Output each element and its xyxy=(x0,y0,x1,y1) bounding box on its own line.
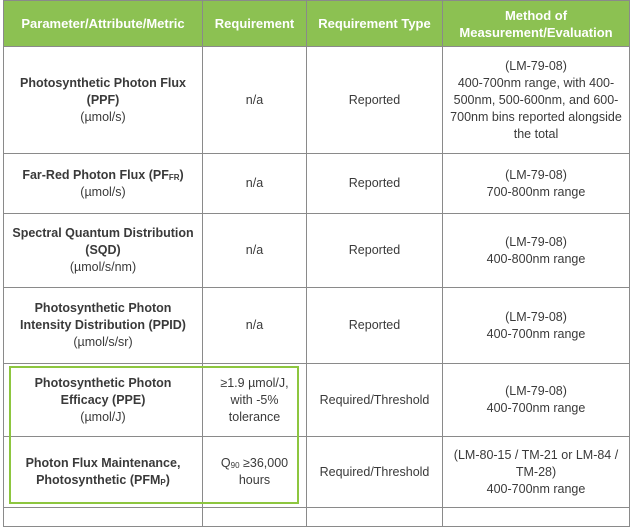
method-standard: (LM-79-08) xyxy=(505,167,567,182)
method-range: 400-700nm range xyxy=(486,401,586,415)
requirement-cell: $Q_{90} \ge 36,000$ hours xyxy=(203,437,307,508)
requirement-type-cell: Required/Threshold xyxy=(307,364,443,437)
parameter-unit: (µmol/s) xyxy=(80,109,126,124)
method-range: 400-700nm range, with 400-500nm, 500-600nm, and 600-700nm bins reported alongside the total xyxy=(450,75,622,141)
parameter-cell xyxy=(4,288,203,364)
method-cell xyxy=(443,364,630,437)
method-cell xyxy=(443,214,630,288)
method-cell xyxy=(443,47,630,154)
parameter-unit: (µmol/s) xyxy=(80,184,126,199)
parameter-name: Photosynthetic Photon Intensity Distribution (PPID) xyxy=(20,301,186,332)
parameter-name: Photosynthetic Photon Flux (PPF) xyxy=(20,75,186,107)
header-row xyxy=(4,1,630,47)
parameter-name: Far-Red Photon Flux $(PF_{FR})$ xyxy=(22,167,184,182)
requirement-cell: n/a xyxy=(203,47,307,154)
method-cell xyxy=(443,437,630,508)
method-cell xyxy=(443,288,630,364)
parameter-name: Spectral Quantum Distribution (SQD) xyxy=(12,226,194,257)
requirement-cell: n/a xyxy=(203,214,307,288)
requirement-cell: ≥1.9 µmol/J, with -5% tolerance xyxy=(203,364,307,437)
parameter-unit: (µmol/J) xyxy=(80,409,126,424)
parameter-cell xyxy=(4,364,203,437)
requirement-type-cell: Reported xyxy=(307,288,443,364)
requirement-cell: n/a xyxy=(203,154,307,214)
method-standard: (LM-79-08) xyxy=(505,58,567,73)
method-range: 400-700nm range xyxy=(486,326,586,341)
header-parameter: Parameter/Attribute/Metric xyxy=(4,1,203,47)
parameter-cell xyxy=(4,47,203,154)
header-method: Method of Measurement/Evaluation xyxy=(443,1,630,47)
method-standard: (LM-79-08) xyxy=(505,234,567,249)
requirement-type-cell: Required/Threshold xyxy=(307,437,443,508)
parameter-name: Photon Flux Maintenance, Photosynthetic $(PFM_P)$ xyxy=(25,456,181,487)
method-standard: (LM-79-08) xyxy=(505,309,567,324)
parameter-cell xyxy=(4,437,203,508)
requirements-table xyxy=(3,0,630,527)
table-row xyxy=(4,154,630,214)
parameter-cell xyxy=(4,154,203,214)
method-standard: (LM-79-08) xyxy=(505,384,567,398)
parameter-unit: (µmol/s/nm) xyxy=(69,260,137,274)
requirement-type-cell: Reported xyxy=(307,47,443,154)
requirement-cell: n/a xyxy=(203,288,307,364)
parameter-unit: (µmol/s/sr) xyxy=(73,335,133,349)
requirement-type-cell: Reported xyxy=(307,214,443,288)
method-standard: (LM-80-15 / TM-21 or LM-84 / TM-28) xyxy=(453,447,619,479)
table-row xyxy=(4,364,630,437)
header-requirement: Requirement xyxy=(203,1,307,47)
method-range: 400-800nm range xyxy=(486,251,586,266)
table-row xyxy=(4,214,630,288)
method-range: 700-800nm range xyxy=(486,184,586,199)
parameter-name: Photosynthetic Photon Efficacy (PPE) xyxy=(34,375,172,407)
table-row xyxy=(4,47,630,154)
method-cell xyxy=(443,154,630,214)
requirement-type-cell: Reported xyxy=(307,154,443,214)
table-row xyxy=(4,288,630,364)
header-requirement-type: Requirement Type xyxy=(307,1,443,47)
method-range: 400-700nm range xyxy=(486,481,586,496)
parameter-cell xyxy=(4,214,203,288)
table-row-partial xyxy=(4,508,630,527)
table-row xyxy=(4,437,630,508)
